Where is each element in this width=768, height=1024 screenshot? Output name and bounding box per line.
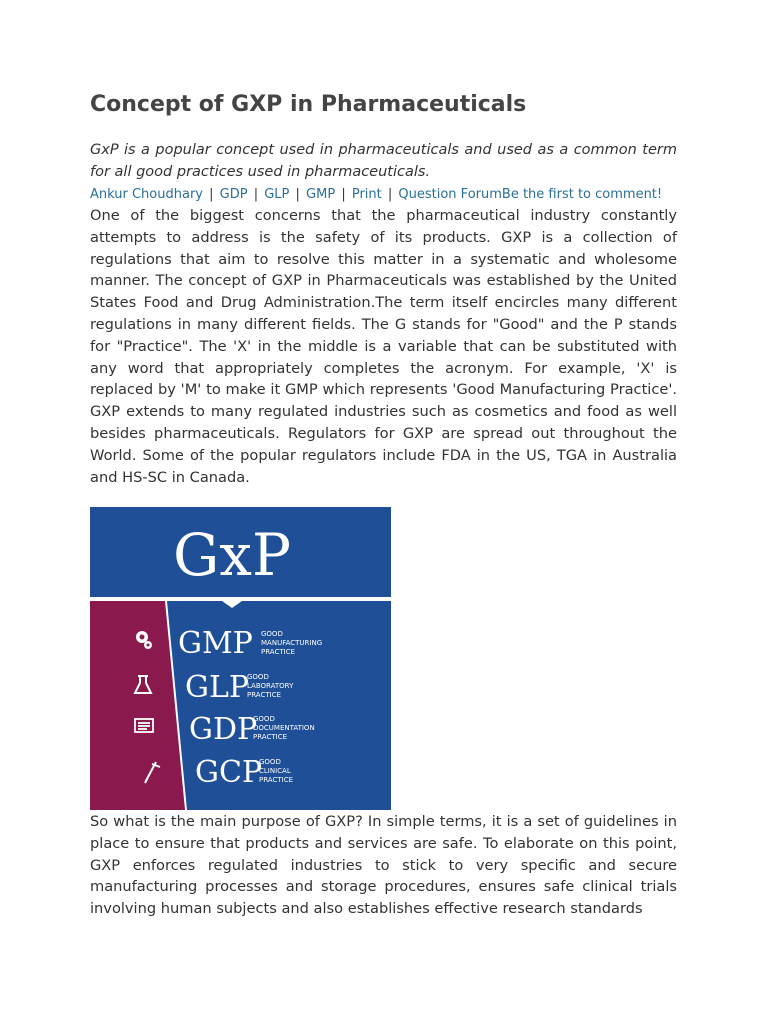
practice-abbr: GCP <box>195 755 263 790</box>
practice-line: MANUFACTURING <box>261 639 323 647</box>
tag-link-glp[interactable]: GLP <box>264 187 290 202</box>
figure-heading: GxP <box>172 521 292 589</box>
separator: | <box>383 187 397 202</box>
page-title: Concept of GXP in Pharmaceuticals <box>90 92 527 117</box>
figure-divider <box>90 597 391 601</box>
gxp-infographic <box>90 507 391 810</box>
author-link[interactable]: Ankur Choudhary <box>90 187 203 202</box>
practice-abbr: GMP <box>178 626 253 661</box>
practice-line: DOCUMENTATION <box>253 724 315 732</box>
article-paragraph: So what is the main purpose of GXP? In simple terms, it is a set of guidelines in place to ensure that products and services are safe. To elaborate on this point, GXP enforces regulated industries to stick to very specific and secure manufacturing processes and storage procedures, ensures safe clinical trials involving human subjects and also establishes effective research standards <box>90 813 677 918</box>
print-link[interactable]: Print <box>351 187 382 202</box>
separator: | <box>249 187 263 202</box>
comment-link[interactable]: Be the first to comment! <box>501 187 663 202</box>
separator: | <box>291 187 305 202</box>
tag-link-gdp[interactable]: GDP <box>219 187 248 202</box>
tag-link-gmp[interactable]: GMP <box>306 187 336 202</box>
practice-line: GOOD <box>259 758 281 766</box>
practice-line: PRACTICE <box>253 733 288 741</box>
practice-line: PRACTICE <box>259 776 294 784</box>
practice-abbr: GLP <box>185 670 250 705</box>
practice-line: PRACTICE <box>247 691 282 699</box>
practice-line: GOOD <box>261 630 283 638</box>
practice-line: GOOD <box>247 673 269 681</box>
separator: | <box>337 187 350 202</box>
article-paragraph: One of the biggest concerns that the pharmaceutical industry constantly attempts to address is the safety of its products. GXP is a collection of regulations that aim to resolve this matter in a systematic and wholesome manner. The concept of GXP in Pharmaceuticals was established by the United States Food and Drug Administration.The term itself encircles many different regulations in many different fields. The G stands for "Good" and the P stands for "Practice". The 'X' in the middle is a variable that can be substituted with any word that appropriately completes the acronym. For example, 'X' is replaced by 'M' to make it GMP which represents 'Good Manufacturing Practice'. GXP extends to many regulated industries such as cosmetics and food as well besides pharmaceuticals. Regulators for GXP are spread out throughout the World. Some of the popular regulators include FDA in the US, TGA in Australia and HS-SC in Canada. <box>90 207 677 486</box>
article-subtitle: GxP is a popular concept used in pharmaceuticals and used as a common term for all good practices used in pharmaceuticals. <box>90 142 677 180</box>
question-forum-link[interactable]: Question Forum <box>398 187 502 202</box>
practice-line: PRACTICE <box>261 648 296 656</box>
practice-line: LABORATORY <box>247 682 294 690</box>
article-meta <box>90 185 690 205</box>
separator: | <box>204 187 218 202</box>
practice-line: CLINICAL <box>259 767 291 775</box>
practice-abbr: GDP <box>189 712 258 747</box>
practice-line: GOOD <box>253 715 275 723</box>
